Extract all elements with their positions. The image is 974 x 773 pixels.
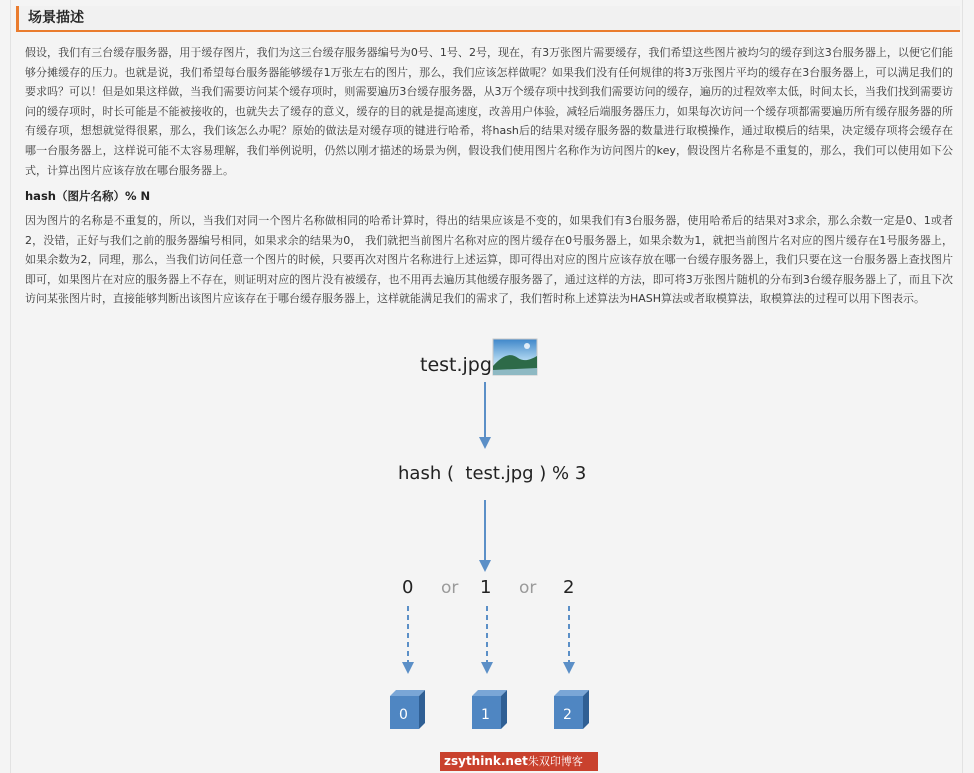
server-cube-2 <box>554 690 589 729</box>
image-thumbnail-icon <box>493 339 537 375</box>
result-1: 1 <box>480 577 492 598</box>
server-label-0: 0 <box>399 707 408 723</box>
hash-expression: hash ( test.jpg ) % 3 <box>398 463 587 484</box>
watermark-latin: zsythink.net <box>444 754 528 768</box>
section-title: 场景描述 <box>28 10 84 26</box>
server-label-2: 2 <box>563 707 572 723</box>
file-label: test.jpg <box>420 354 492 376</box>
watermark-cn: 朱双印博客 <box>527 755 583 768</box>
server-label-1: 1 <box>481 707 490 723</box>
section-header <box>16 6 960 32</box>
intro-paragraph: 假设，我们有三台缓存服务器，用于缓存图片，我们为这三台缓存服务器编号为0号、1号、2号，现在，有3万张图片需要缓存，我们希望这些图片被均匀的缓存到这3台服务器上，以便它们能够分摊缓存的压力。也就是说，我们希望每台服务器能够缓存1万张左右的图片，那么，我们应该怎样做呢？如果我们没有任何规律的将3万张图片平均的缓存在3台服务器上，可以满足我们的要求吗？可以！但是如果这样做，当我们需要访问某个缓存项时，则需要遍历3台缓存服务器，从3万个缓存项中找到我们需要访问的缓存，遍历的过程效率太低，时间太长，当我们找到需要访问的缓存项时，时长可能是不能被接收的，也就失去了缓存的意义，缓存的目的就是提高速度，改善用户体验，减轻后端服务器压力，如果每次访问一个缓存项都需要遍历所有缓存服务器的所有缓存项，想想就觉得很累，那么，我们该怎么办呢？原始的做法是对缓存项的键进行哈希，将hash后的结果对缓存服务器的数量进行取模操作，通过取模后的结果，决定缓存项将会缓存在哪一台服务器上，这样说可能不太容易理解，我们举例说明，仍然以刚才描述的场景为例，假设我们使用图片名称作为访问图片的key，假设图片名称是不重复的，那么，我们可以使用如下公式，计算出图片应该存放在哪台服务器上。 <box>25 46 953 177</box>
watermark <box>440 752 598 771</box>
server-cube-1 <box>472 690 507 729</box>
explain-paragraph: 因为图片的名称是不重复的，所以，当我们对同一个图片名称做相同的哈希计算时，得出的结果应该是不变的，如果我们有3台服务器，使用哈希后的结果对3求余，那么余数一定是0、1或者2，没错，正好与我们之前的服务器编号相同，如果求余的结果为0， 我们就把当前图片名称对应的图片缓存在0号服务器上，如果余数为1，就把当前图片名对应的图片缓存在1号服务器上，如果余数为2，同理，那么，当我们访问任意一个图片的时候，只要再次对图片名称进行上述运算，即可得出对应的图片应该存放在哪一台缓存服务器上，我们只要在这一台服务器上查找图片即可，如果图片在对应的服务器上不存在，则证明对应的图片没有被缓存，也不用再去遍历其他缓存服务器了，通过这样的方法，即可将3万张图片随机的分布到3台缓存服务器上了，而且下次访问某张图片时，直接能够判断出该图片应该存在于哪台缓存服务器上，这样就能满足我们的需求了，我们暂时称上述算法为HASH算法或者取模算法，取模算法的过程可以用下图表示。 <box>25 214 953 306</box>
server-cube-0 <box>390 690 425 729</box>
or-separator-2: or <box>519 578 537 598</box>
or-separator-1: or <box>441 578 459 598</box>
result-0: 0 <box>402 577 414 598</box>
hash-mod-diagram <box>0 330 974 773</box>
formula-heading: hash（图片名称）% N <box>25 189 151 203</box>
result-2: 2 <box>563 577 575 598</box>
